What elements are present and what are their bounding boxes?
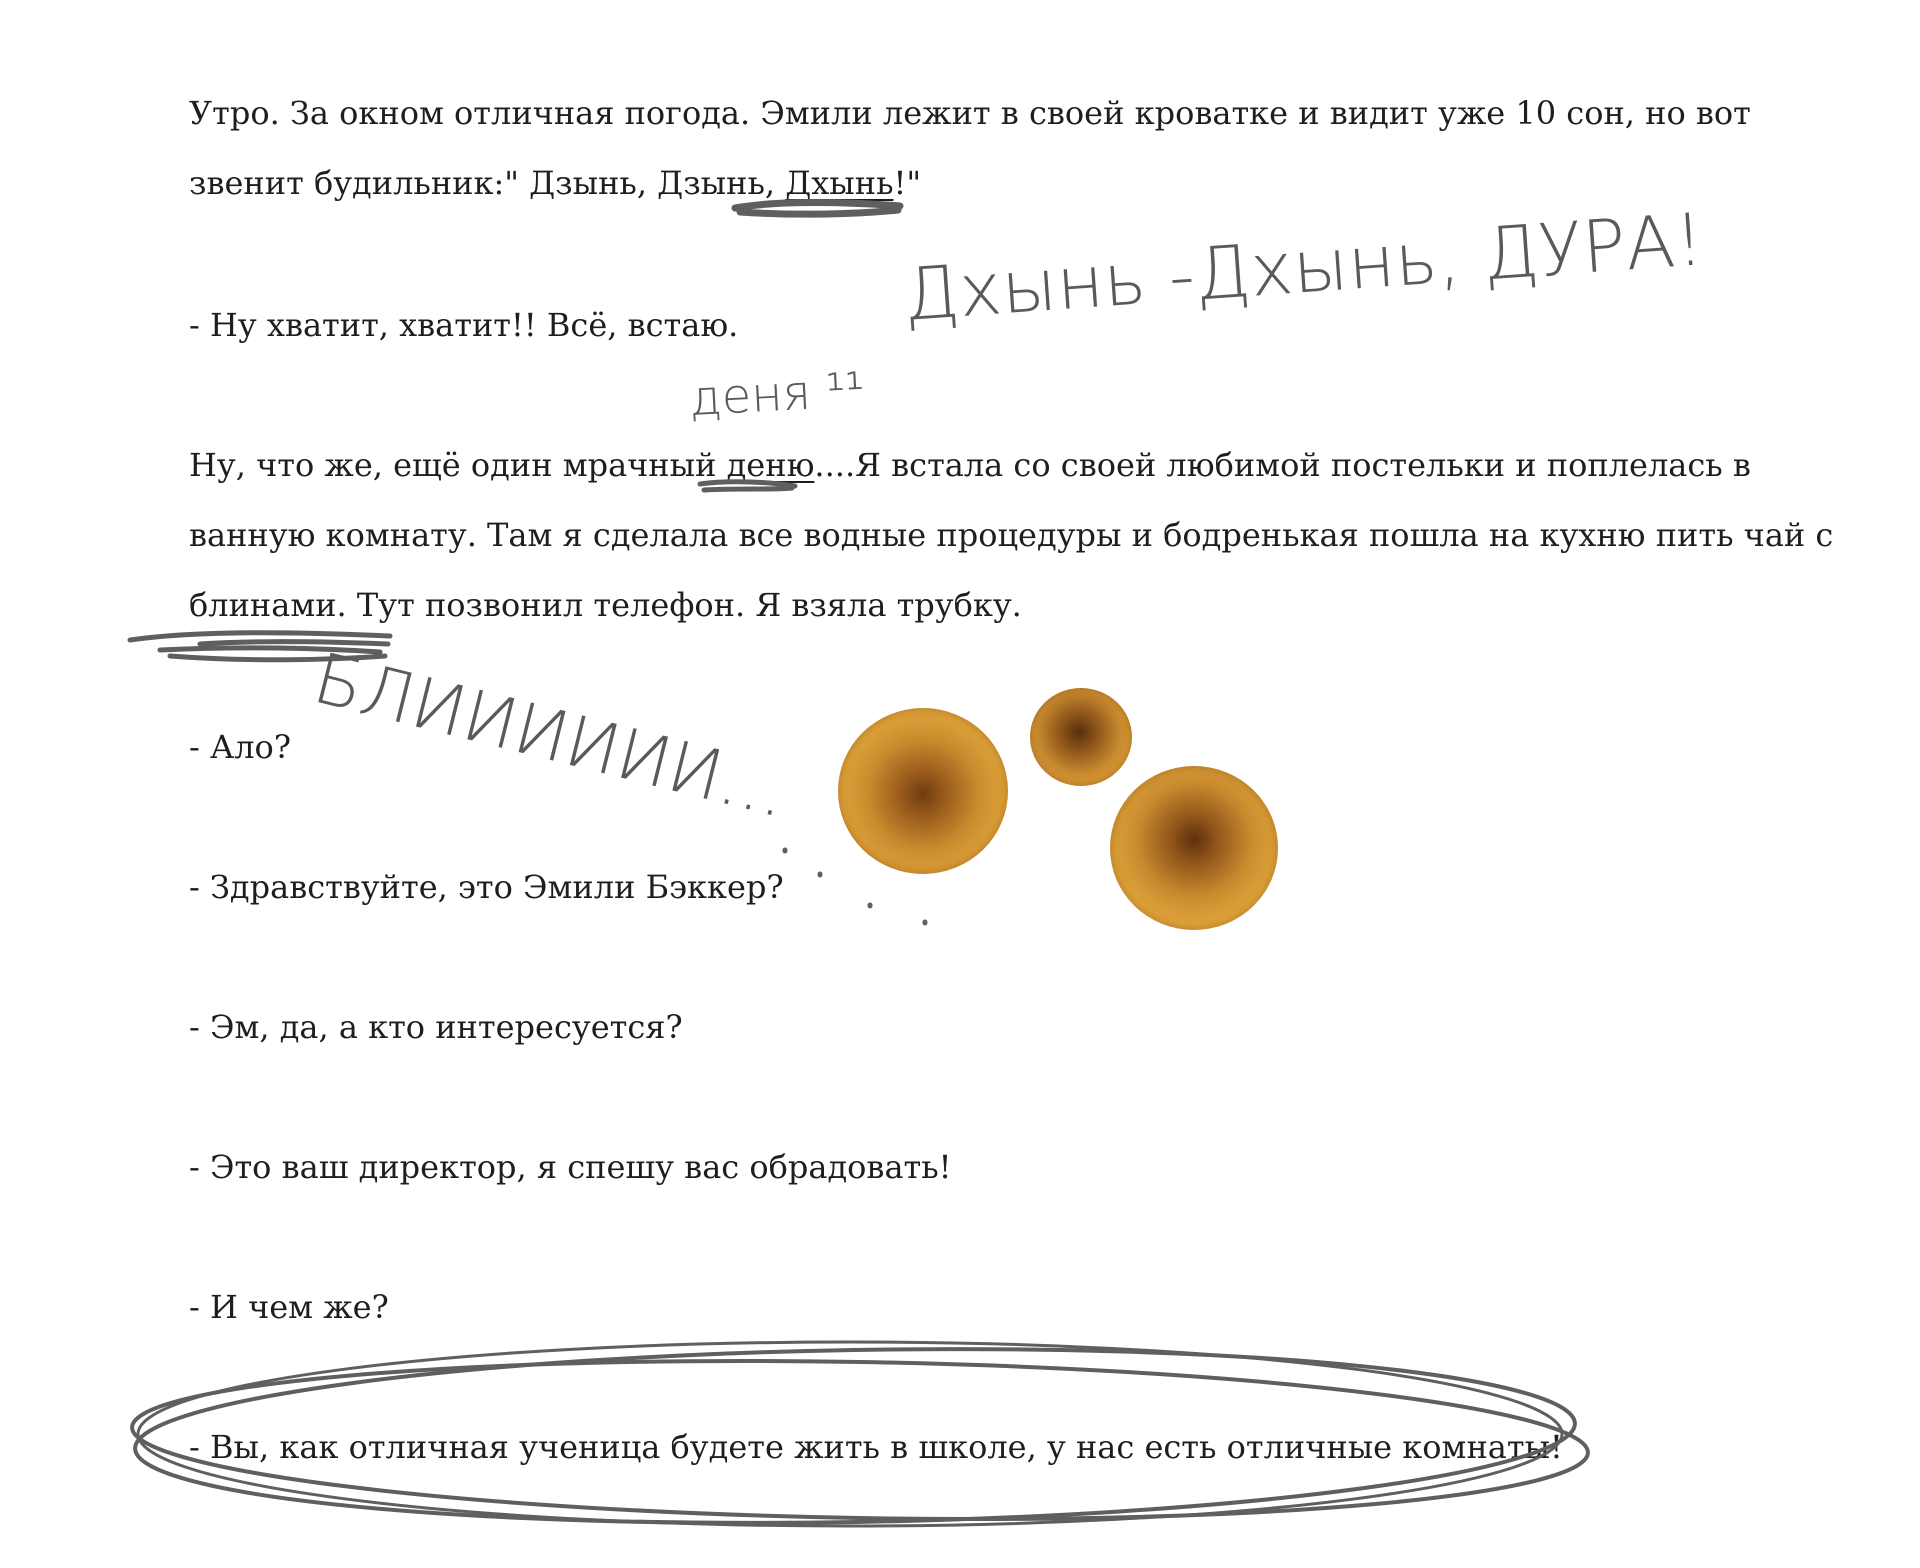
- underlined-word-dkhyn: Дхынь: [785, 164, 894, 202]
- text-span: !": [893, 164, 922, 202]
- pancake-icon: [1110, 766, 1278, 930]
- pancake-icon: [1030, 688, 1132, 786]
- paragraph-3-line-3: блинами. Тут позвонил телефон. Я взяла трубку.: [189, 586, 1022, 624]
- paragraph-3-line-2: ванную комнату. Там я сделала все водные процедуры и бодренькая пошла на кухню пить чай с: [189, 516, 1834, 554]
- paragraph-3-line-1: [189, 430, 1751, 500]
- paragraph-1-line-1: Утро. За окном отличная погода. Эмили лежит в своей кроватке и видит уже 10 сон, но вот: [189, 94, 1751, 132]
- handwritten-denya: деня ¹¹: [687, 361, 866, 427]
- paragraph-1-line-2: [189, 148, 921, 218]
- underlined-word-denyu: деню: [726, 446, 815, 484]
- handwritten-dkhyn: Дхынь -Дхынь, ДУРА!: [900, 197, 1707, 337]
- handwritten-bliny: БЛИИИИИИ...: [305, 636, 796, 834]
- paragraph-8: - И чем же?: [189, 1288, 389, 1326]
- text-span: ....Я встала со своей любимой постельки и поплелась в: [814, 446, 1751, 484]
- text-span: звенит будильник:" Дзынь, Дзынь,: [189, 164, 786, 202]
- paragraph-7: - Это ваш директор, я спешу вас обрадовать!: [189, 1148, 952, 1186]
- paragraph-2: - Ну хватит, хватит!! Всё, встаю.: [189, 306, 739, 344]
- text-span: Ну, что же, ещё один мрачный: [189, 446, 727, 484]
- paragraph-4: - Ало?: [189, 728, 291, 766]
- paragraph-6: - Эм, да, а кто интересуется?: [189, 1008, 683, 1046]
- pancake-icon: [838, 708, 1008, 874]
- paragraph-9: - Вы, как отличная ученица будете жить в школе, у нас есть отличные комнаты!: [189, 1428, 1563, 1466]
- paragraph-5: - Здравствуйте, это Эмили Бэккер?: [189, 868, 784, 906]
